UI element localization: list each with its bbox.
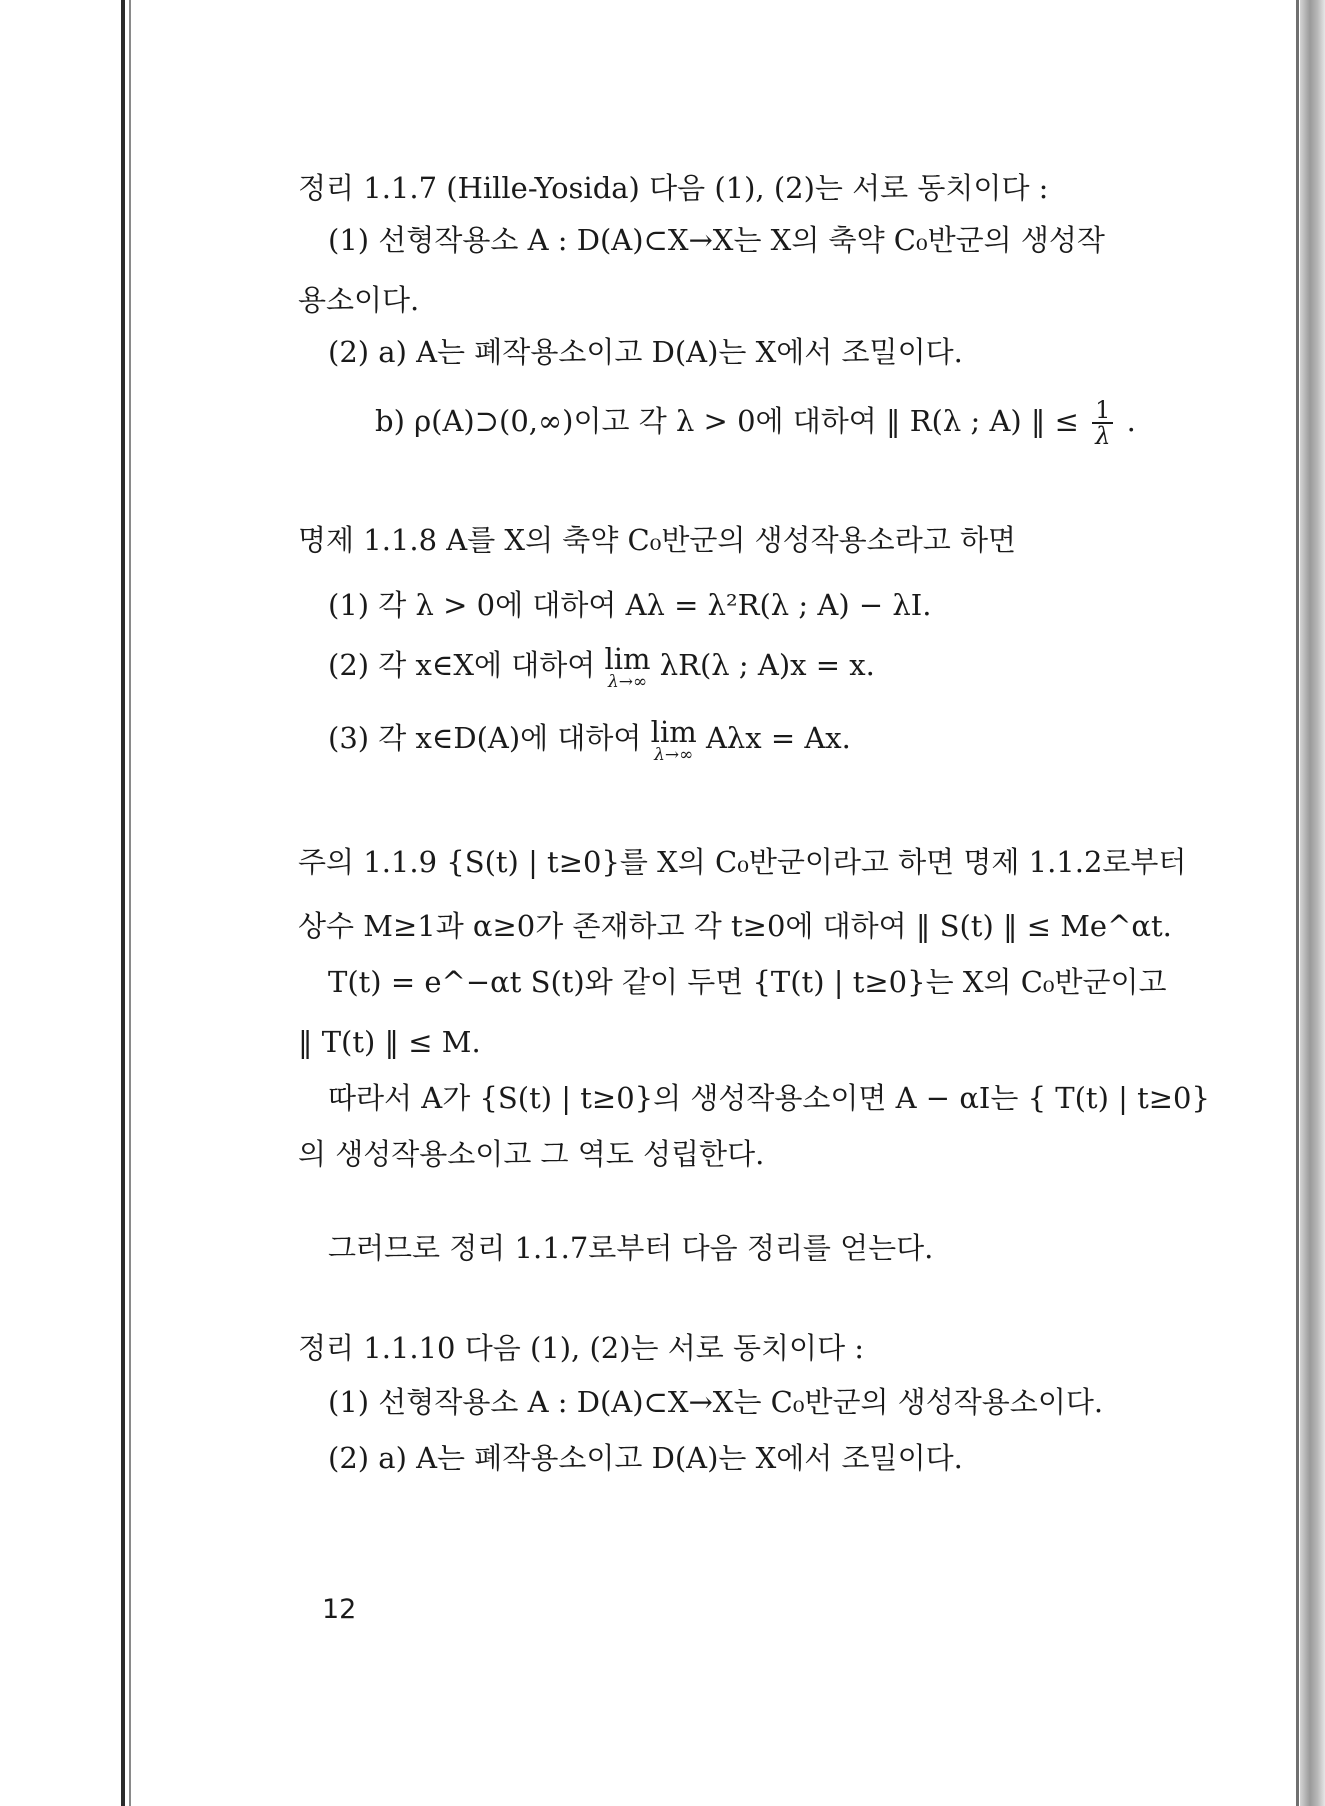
remark-1-1-9-line6: 의 생성작용소이고 그 역도 성립한다. xyxy=(298,1137,765,1171)
fraction-denominator: λ xyxy=(1095,422,1111,450)
item3-post: Aλx = Ax. xyxy=(705,721,851,755)
remark-1-1-9-line2: 상수 M≥1과 α≥0가 존재하고 각 t≥0에 대하여 ‖ S(t) ‖ ≤ Me^αt. xyxy=(298,909,1172,943)
lim-subscript: λ→∞ xyxy=(654,745,694,765)
theorem-1-1-10-header: 정리 1.1.10 다음 (1), (2)는 서로 동치이다 : xyxy=(298,1331,865,1365)
remark-1-1-9-line5: 따라서 A가 {S(t) | t≥0}의 생성작용소이면 A − αI는 { T(t) | t≥0} xyxy=(328,1081,1210,1115)
remark-1-1-9-line3: T(t) = e^−αt S(t)와 같이 두면 {T(t) | t≥0}는 X의 C₀반군이고 xyxy=(328,965,1167,999)
item2b-text: b) ρ(A)⊃(0,∞)이고 각 λ > 0에 대하여 ‖ R(λ ; A) ‖ ≤ xyxy=(375,404,1079,438)
item3-pre: (3) 각 x∈D(A)에 대하여 xyxy=(328,721,642,755)
theorem-1-1-7-item2a: (2) a) A는 폐작용소이고 D(A)는 X에서 조밀이다. xyxy=(328,335,963,369)
item2-pre: (2) 각 x∈X에 대하여 xyxy=(328,648,596,682)
theorem-1-1-7-item1-line2: 용소이다. xyxy=(298,283,420,317)
book-spine xyxy=(1300,0,1325,1806)
remark-1-1-9-line1: 주의 1.1.9 {S(t) | t≥0}를 X의 C₀반군이라고 하면 명제 1.1.2로부터 xyxy=(298,845,1187,879)
limit-expression xyxy=(604,642,651,692)
fraction-numerator: 1 xyxy=(1092,398,1113,424)
theorem-1-1-7-header: 정리 1.1.7 (Hille-Yosida) 다음 (1), (2)는 서로 동치이다 : xyxy=(298,171,1049,205)
item2b-end: . xyxy=(1126,404,1136,438)
proposition-1-1-8-item2 xyxy=(328,642,1228,692)
item2-post: λR(λ ; A)x = x. xyxy=(659,648,875,682)
theorem-1-1-10-item1: (1) 선형작용소 A : D(A)⊂X→X는 C₀반군의 생성작용소이다. xyxy=(328,1385,1104,1419)
theorem-1-1-7-item1-line1: (1) 선형작용소 A : D(A)⊂X→X는 X의 축약 C₀반군의 생성작 xyxy=(328,223,1105,257)
proposition-1-1-8-header: 명제 1.1.8 A를 X의 축약 C₀반군의 생성작용소라고 하면 xyxy=(298,523,1016,557)
page-margin-left xyxy=(0,0,120,1806)
lim-label: lim xyxy=(604,642,651,676)
proposition-1-1-8-item1: (1) 각 λ > 0에 대하여 Aλ = λ²R(λ ; A) − λI. xyxy=(328,588,932,622)
book-spine-edge xyxy=(1296,0,1299,1806)
limit-expression xyxy=(650,715,697,765)
conclusion-sentence: 그러므로 정리 1.1.7로부터 다음 정리를 얻는다. xyxy=(328,1231,934,1265)
page-border-inner xyxy=(129,0,131,1806)
lim-label: lim xyxy=(650,715,697,749)
page-border xyxy=(121,0,125,1806)
theorem-1-1-7-item2b xyxy=(375,398,1275,448)
fraction-one-over-lambda xyxy=(1092,398,1113,448)
remark-1-1-9-line4: ‖ T(t) ‖ ≤ M. xyxy=(298,1025,481,1059)
lim-subscript: λ→∞ xyxy=(607,672,648,692)
theorem-1-1-10-item2: (2) a) A는 폐작용소이고 D(A)는 X에서 조밀이다. xyxy=(328,1441,963,1475)
page-number: 12 xyxy=(322,1594,357,1625)
proposition-1-1-8-item3 xyxy=(328,715,1228,765)
